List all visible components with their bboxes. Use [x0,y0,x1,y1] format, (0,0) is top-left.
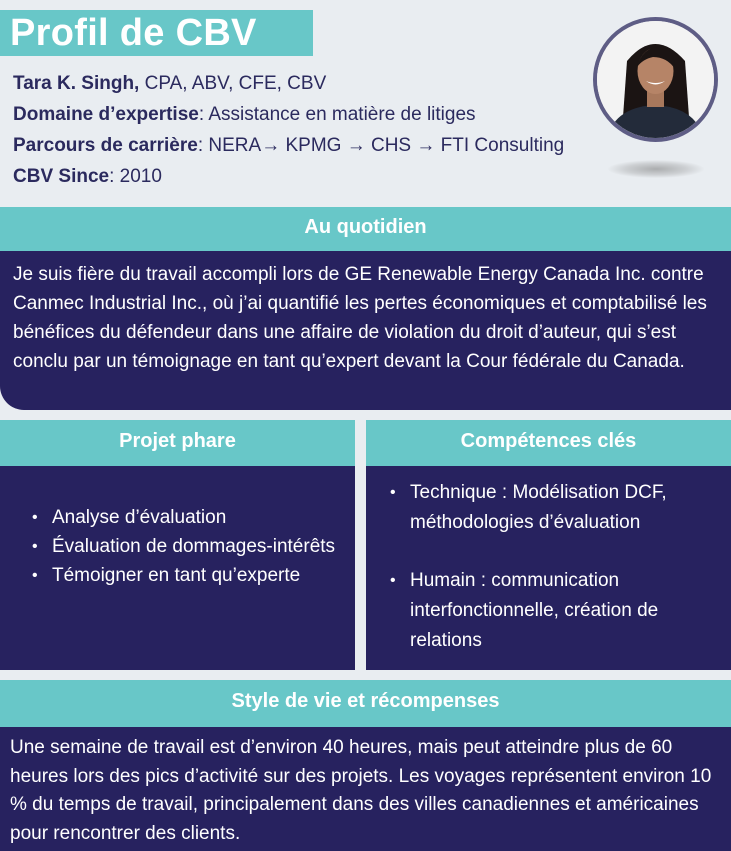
list-item: • Humain : communication interfonctionnelle, création de relations [388,566,721,656]
career-label: Parcours de carrière [13,135,198,156]
lifestyle-panel [0,727,731,851]
list-item: • Technique : Modélisation DCF, méthodologies d’évaluation [388,478,721,538]
list-item: • Analyse d’évaluation [30,503,345,532]
daily-panel [0,251,731,410]
since-line [13,161,564,192]
lifestyle-text: Une semaine de travail est d’environ 40 heures, mais peut atteindre plus de 60 heures lors des pics d’activité sur des projets. Les voyages représentent environ 10 % du temps de travail, principalement dans des villes canadiennes et américaines pour rencontrer des clients. [10,737,712,844]
daily-heading-bar [0,207,731,251]
since-label: CBV Since [13,166,110,187]
list-item: • Témoigner en tant qu’experte [30,561,345,590]
project-heading-bar [0,420,355,466]
daily-heading: Au quotidien [304,216,427,238]
daily-text: Je suis fière du travail accompli lors de GE Renewable Energy Canada Inc. contre Canmec Industrial Inc., où j’ai quantifié les pertes économiques et comptabilisé les bénéfices du défendeur dans une affaire de violation du droit d’auteur, qui s’est conclu par un témoignage en tant qu’expert devant la Cour fédérale du Canada. [13,264,707,372]
career-value: : NERA→ KPMG → CHS → FTI Consulting [197,135,565,156]
project-heading: Projet phare [119,430,236,452]
person-name: Tara K. Singh, [13,73,140,94]
career-line [13,130,564,161]
list-item: • Évaluation de dommages-intérêts [30,532,345,561]
lifestyle-heading-bar [0,680,731,727]
lifestyle-heading: Style de vie et récompenses [231,690,500,712]
avatar [593,17,718,142]
project-panel [0,466,355,670]
project-list [30,503,345,590]
skills-heading-bar [366,420,731,466]
expertise-value: : Assistance en matière de litiges [198,104,476,125]
avatar-shadow [608,160,704,178]
avatar-wrapper [593,17,718,142]
profile-info [13,68,564,192]
credentials: CPA, ABV, CFE, CBV [139,73,327,94]
expertise-label: Domaine d’expertise [13,104,199,125]
skills-panel [366,466,731,670]
portrait-photo-icon [597,21,714,138]
name-line [13,68,564,99]
skills-list [388,478,721,656]
page-title: Profil de CBV [0,10,313,56]
since-value: : 2010 [109,166,162,187]
skills-heading: Compétences clés [460,430,637,452]
expertise-line [13,99,564,130]
